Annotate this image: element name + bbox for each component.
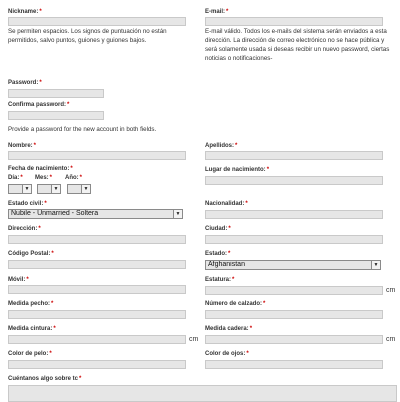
cuentanos-label: Cuéntanos algo sobre tc* xyxy=(8,376,82,382)
nacionalidad-input[interactable] xyxy=(205,210,383,219)
codigo-postal-label: Código Postal:* xyxy=(8,251,54,257)
email-input[interactable] xyxy=(205,17,383,26)
confirm-password-input[interactable] xyxy=(8,111,104,120)
chevron-down-icon: ▼ xyxy=(51,185,60,193)
movil-input[interactable] xyxy=(8,285,186,294)
numero-calzado-input[interactable] xyxy=(205,310,383,319)
medida-cintura-unit: cm xyxy=(189,336,199,343)
estado-civil-select[interactable] xyxy=(8,209,183,219)
chevron-down-icon: ▼ xyxy=(81,185,90,193)
color-ojos-input[interactable] xyxy=(205,360,383,369)
chevron-down-icon: ▼ xyxy=(173,210,182,218)
color-ojos-label: Color de ojos:* xyxy=(205,351,249,357)
email-label: E-mail:* xyxy=(205,9,229,15)
medida-pecho-input[interactable] xyxy=(8,310,186,319)
color-pelo-input[interactable] xyxy=(8,360,186,369)
chevron-down-icon: ▼ xyxy=(371,261,380,269)
nickname-label: Nickname:* xyxy=(8,9,42,15)
password-input[interactable] xyxy=(8,89,104,98)
mes-label: Mes:* xyxy=(35,175,53,181)
mes-select[interactable] xyxy=(37,184,61,194)
dia-select[interactable] xyxy=(8,184,32,194)
medida-cintura-label: Medida cintura:* xyxy=(8,326,56,332)
direccion-label: Dirección:* xyxy=(8,226,41,232)
anio-label: Año:* xyxy=(65,175,83,181)
medida-pecho-label: Medida pecho:* xyxy=(8,301,54,307)
password-help: Provide a password for the new account in both fields. xyxy=(8,126,157,133)
estado-select[interactable] xyxy=(205,260,381,270)
chevron-down-icon: ▼ xyxy=(22,185,31,193)
nickname-input[interactable] xyxy=(8,17,186,26)
medida-cintura-input[interactable] xyxy=(8,335,186,344)
confirm-password-label: Confirma password:* xyxy=(8,102,70,108)
ciudad-input[interactable] xyxy=(205,235,383,244)
nickname-help: Se permiten espacios. Los signos de puntuación no están permitidos, salvo puntos, guiones y guiones bajos. xyxy=(8,28,167,44)
ciudad-label: Ciudad:* xyxy=(205,226,231,232)
estatura-label: Estatura:* xyxy=(205,277,235,283)
color-pelo-label: Color de pelo:* xyxy=(8,351,52,357)
apellidos-input[interactable] xyxy=(205,151,383,160)
medida-cadera-input[interactable] xyxy=(205,335,383,344)
dia-label: Día:* xyxy=(8,175,23,181)
estado-value: Afghanistan xyxy=(208,261,245,268)
cuentanos-textarea[interactable] xyxy=(8,385,397,402)
nombre-input[interactable] xyxy=(8,151,186,160)
estado-label: Estado:* xyxy=(205,251,231,257)
email-help: E-mail válido. Todos los e-mails del sistema serán enviados a esta dirección. La dirección de correo electrónico no se hace pública y será solamente usada si deseas recibir un nuevo password, ciertas noticias o notificaciones- xyxy=(205,28,390,62)
direccion-input[interactable] xyxy=(8,235,186,244)
medida-cadera-unit: cm xyxy=(386,336,396,343)
nacionalidad-label: Nacionalidad:* xyxy=(205,201,248,207)
lugar-nacimiento-input[interactable] xyxy=(205,176,383,185)
movil-label: Móvil:* xyxy=(8,277,29,283)
numero-calzado-label: Número de calzado:* xyxy=(205,301,266,307)
password-label: Password:* xyxy=(8,80,42,86)
estado-civil-value: Nubile - Unmarried - Soltera xyxy=(11,210,99,217)
codigo-postal-input[interactable] xyxy=(8,260,186,269)
anio-select[interactable] xyxy=(67,184,91,194)
fecha-nacimiento-label: Fecha de nacimiento:* xyxy=(8,166,73,172)
estatura-unit: cm xyxy=(386,287,396,294)
apellidos-label: Apellidos:* xyxy=(205,143,238,149)
lugar-nacimiento-label: Lugar de nacimiento:* xyxy=(205,167,270,173)
medida-cadera-label: Medida cadera:* xyxy=(205,326,253,332)
nombre-label: Nombre:* xyxy=(8,143,37,149)
estatura-input[interactable] xyxy=(205,286,383,295)
estado-civil-label: Estado civil:* xyxy=(8,201,47,207)
